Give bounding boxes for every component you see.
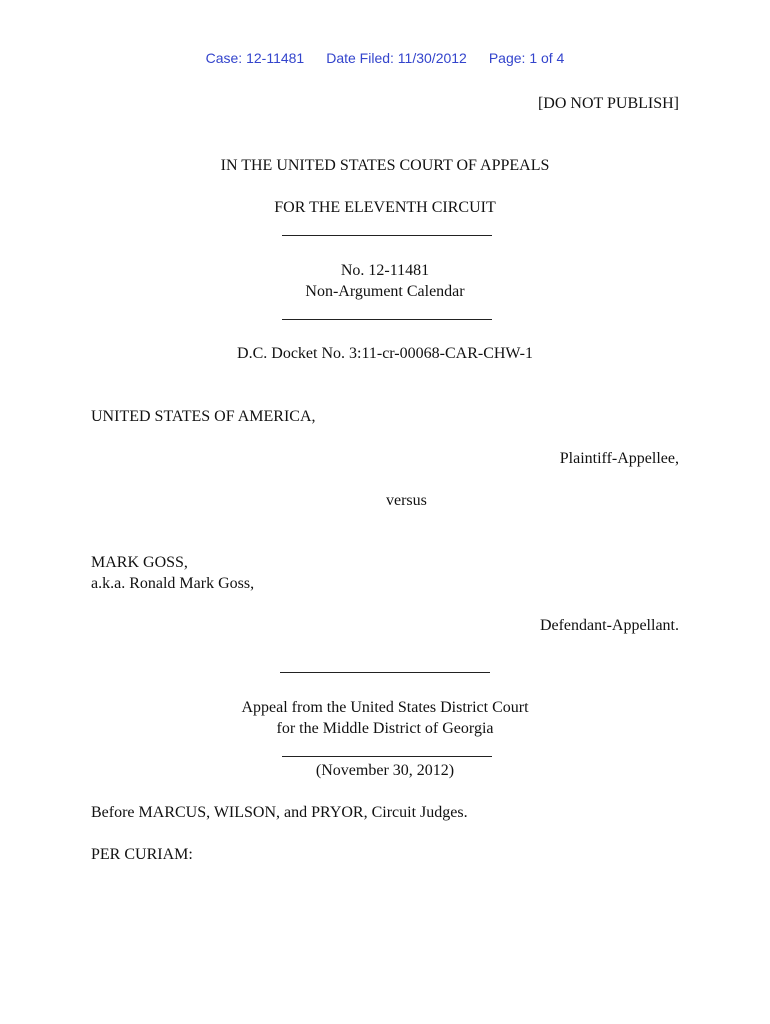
divider-rule xyxy=(282,319,492,320)
defendant-alias: a.k.a. Ronald Mark Goss, xyxy=(91,575,255,592)
decision-date: (November 30, 2012) xyxy=(315,762,455,779)
appeal-line1: Appeal from the United States District Court xyxy=(241,699,529,716)
panel-judges: Before MARCUS, WILSON, and PRYOR, Circuit Judges. xyxy=(91,804,468,821)
case-number: No. 12-11481 xyxy=(340,262,430,279)
divider-rule xyxy=(282,235,492,236)
page-header xyxy=(0,50,770,66)
publish-note: [DO NOT PUBLISH] xyxy=(537,95,679,112)
case-number-header: Case: 12-11481 xyxy=(205,50,305,66)
divider-rule xyxy=(280,672,490,673)
per-curiam: PER CURIAM: xyxy=(91,846,193,863)
docket-number: D.C. Docket No. 3:11-cr-00068-CAR-CHW-1 xyxy=(237,345,533,362)
plaintiff-role: Plaintiff-Appellee, xyxy=(559,450,679,467)
page-count-header: Page: 1 of 4 xyxy=(488,50,565,66)
divider-rule xyxy=(282,756,492,757)
court-name-line2: FOR THE ELEVENTH CIRCUIT xyxy=(274,199,496,216)
defendant-role: Defendant-Appellant. xyxy=(539,617,679,634)
calendar-type: Non-Argument Calendar xyxy=(305,283,465,300)
defendant-name: MARK GOSS, xyxy=(91,554,188,571)
date-filed-header: Date Filed: 11/30/2012 xyxy=(326,50,467,66)
court-name-line1: IN THE UNITED STATES COURT OF APPEALS xyxy=(220,157,550,174)
appeal-line2: for the Middle District of Georgia xyxy=(276,720,494,737)
versus-text: versus xyxy=(386,492,427,509)
plaintiff-name: UNITED STATES OF AMERICA, xyxy=(91,408,316,425)
